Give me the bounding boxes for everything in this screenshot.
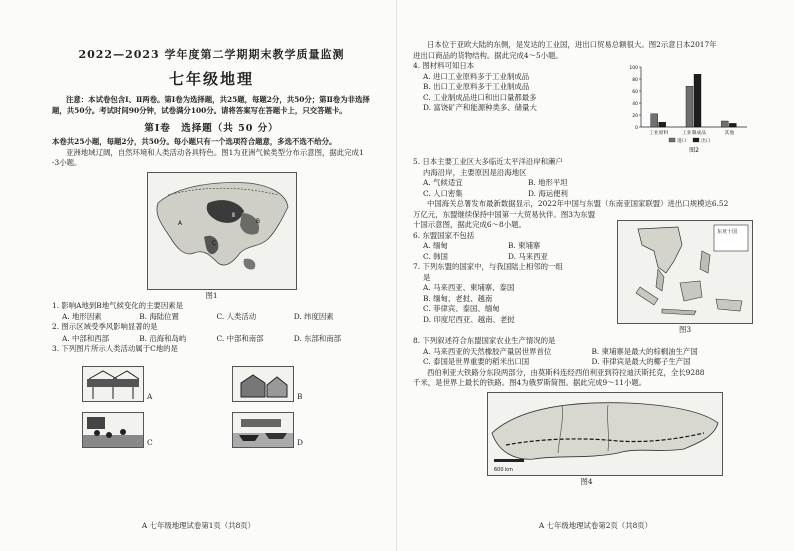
q3-label-c: C bbox=[147, 437, 153, 447]
q3-picture-d[interactable] bbox=[212, 402, 362, 448]
borneo bbox=[680, 281, 702, 301]
q8-option-a[interactable]: A. 马来西亚的天然橡胶产量居世界首位 bbox=[423, 346, 552, 356]
exam-title: 2022—2023 学年度第二学期期末教学质量监测 bbox=[78, 48, 345, 61]
q7-stem: 7. 下列东盟的国家中，与我国陆上相邻的一组 bbox=[413, 262, 563, 271]
q3-label-a: A bbox=[147, 391, 153, 401]
q5-options-row-2 bbox=[423, 189, 633, 200]
q6-option-c[interactable]: C. 韩国 bbox=[423, 251, 448, 261]
island-zone bbox=[244, 258, 256, 269]
y-tick-label: 60 bbox=[632, 90, 638, 95]
y-tick-label: 0 bbox=[635, 126, 638, 131]
page-2-footer: A 七年级地理试卷第2页（共8页） bbox=[538, 521, 653, 530]
q6-options-row-1 bbox=[423, 241, 593, 252]
q7-option-d[interactable]: D. 印度尼西亚、越南、老挝 bbox=[423, 314, 515, 324]
bar-进口-其他 bbox=[721, 121, 728, 127]
photo-village-houses bbox=[232, 366, 294, 402]
x-category-label: 工业原料 bbox=[649, 131, 669, 136]
y-tick-label: 20 bbox=[632, 114, 638, 119]
q4-option-b[interactable]: B. 出口工业原料多于工业制成品 bbox=[423, 82, 530, 91]
bar-进口-工业制成品 bbox=[686, 86, 693, 127]
q2-option-a[interactable]: A. 中部和西部 bbox=[62, 333, 109, 343]
q8-options-row-1 bbox=[423, 347, 760, 358]
q2-option-c[interactable]: C. 中部和南部 bbox=[216, 333, 264, 343]
q1-option-a[interactable]: A. 地形因素 bbox=[62, 312, 102, 321]
bar-进口-工业原料 bbox=[651, 114, 658, 127]
q3-picture-b[interactable] bbox=[212, 356, 362, 402]
q8-option-b[interactable]: B. 柬埔寨是最大的棕榈油生产国 bbox=[591, 346, 698, 356]
q8-options-row-2 bbox=[423, 357, 760, 368]
q2-options bbox=[62, 333, 371, 344]
q4-text bbox=[413, 61, 618, 114]
q4-option-d[interactable]: D. 富饶矿产和能源种类多、储量大 bbox=[423, 103, 537, 112]
figure-2-trade-chart bbox=[625, 61, 753, 157]
q7-option-b[interactable]: B. 缅甸、老挝、越南 bbox=[423, 293, 493, 303]
asia-landmass bbox=[157, 182, 288, 265]
x-category-label: 其他 bbox=[724, 131, 735, 136]
japan-intro-line-1: 日本位于亚欧大陆的东侧，是发达的工业国，进出口贸易总额很大。图2示意日本2017年 bbox=[427, 40, 717, 49]
q5-option-a[interactable]: A. 气候适宜 bbox=[423, 178, 463, 187]
q4-stem: 4. 图材料可知日本 bbox=[413, 61, 475, 70]
q6-stem: 6. 东盟国家不包括 bbox=[413, 230, 475, 240]
asean-intro-line-3: 十国示意图，据此完成6～8小题。 bbox=[413, 220, 526, 229]
bar-出口-工业制成品 bbox=[694, 74, 701, 127]
q3-picture-a[interactable] bbox=[62, 356, 212, 402]
malay-peninsula bbox=[656, 269, 664, 291]
q8-stem: 8. 下列叙述符合东盟国家农业生产情况的是 bbox=[413, 336, 556, 345]
indochina-landmass bbox=[638, 227, 682, 273]
bar-出口-其他 bbox=[729, 123, 736, 127]
intro-line-2: -3小题。 bbox=[52, 158, 82, 167]
philippines bbox=[700, 251, 710, 273]
q3-label-b: B bbox=[297, 391, 303, 401]
bar-出口-工业原料 bbox=[659, 122, 666, 127]
q7-stem-cont: 是 bbox=[423, 272, 431, 282]
asean-intro-line-2: 万亿元，东盟继续保持中国第一大贸易伙伴。图3为东盟 bbox=[413, 209, 596, 219]
q3-picture-c[interactable] bbox=[62, 402, 212, 448]
legend-label: 出口 bbox=[701, 139, 711, 144]
q1-option-d[interactable]: D. 纬度因素 bbox=[293, 312, 334, 321]
russia-intro-line-2: 千米，是世界上最长的铁路。图4为俄罗斯简图。据此完成9～11小题。 bbox=[413, 378, 647, 387]
asean-intro-line-1: 中国海关总署发布最新数据显示，2022年中国与东盟（东南亚国家联盟）进出口规模达6.52 bbox=[427, 199, 729, 208]
legend-label: 进口 bbox=[677, 139, 687, 144]
section-note: 本卷共25小题，每题2分，共50分。每小题只有一个选项符合题意，多选不选不给分。 bbox=[52, 137, 337, 146]
q7-option-a[interactable]: A. 马来西亚、柬埔寨、泰国 bbox=[423, 283, 515, 292]
scale-bar bbox=[494, 459, 524, 462]
java bbox=[662, 309, 696, 315]
figure-1-asia-climate-map bbox=[147, 172, 297, 290]
figure-4-russia-map bbox=[487, 392, 723, 476]
scale-label: 600 km bbox=[494, 466, 513, 473]
russia-landmass bbox=[492, 402, 718, 459]
q1-option-c[interactable]: C. 人类活动 bbox=[216, 312, 257, 321]
q6-option-b[interactable]: B. 柬埔寨 bbox=[508, 241, 541, 250]
q2-stem: 2. 图示区域受季风影响显著的是 bbox=[52, 322, 158, 331]
figure-4-caption: 图4 bbox=[580, 476, 593, 486]
q4-option-a[interactable]: A. 进口工业原料多于工业制成品 bbox=[423, 71, 530, 81]
legend-swatch-出口 bbox=[693, 138, 699, 142]
photo-boats bbox=[232, 412, 294, 448]
map-marker-B: B bbox=[256, 217, 261, 225]
q3-picture-grid bbox=[62, 356, 362, 448]
russia-intro-line-1: 西伯利亚大铁路分东段两部分，由莫斯科连经西伯利亚到符拉迪沃斯托克，全长9288 bbox=[427, 367, 705, 377]
q6-q7-text bbox=[413, 220, 613, 325]
q5-stem-line-2: 内海沿岸，主要原因是沿海地区 bbox=[423, 167, 527, 177]
asia-map-svg bbox=[148, 173, 296, 289]
fig3-inset-label: 东亚十国 bbox=[717, 229, 738, 235]
figure-3-caption: 图3 bbox=[678, 325, 692, 334]
page-1-footer: A 七年级地理试卷第1页（共8页） bbox=[141, 521, 256, 530]
q5-option-b[interactable]: B. 地形平坦 bbox=[528, 178, 568, 187]
sumatra bbox=[636, 287, 658, 305]
photo-herding bbox=[82, 412, 144, 448]
y-tick-label: 80 bbox=[632, 78, 638, 83]
x-category-label: 工业制成品 bbox=[682, 131, 706, 136]
q7-option-c[interactable]: C. 菲律宾、泰国、缅甸 bbox=[423, 304, 500, 313]
chart-title: 图2 bbox=[689, 147, 699, 154]
q2-option-b[interactable]: B. 沿海和岛屿 bbox=[139, 333, 187, 343]
y-tick-label: 40 bbox=[632, 102, 638, 107]
q4-q5-block bbox=[413, 61, 760, 157]
q6-option-a[interactable]: A. 缅甸 bbox=[423, 241, 448, 250]
q3-label-d: D bbox=[297, 437, 303, 447]
photo-stilt-houses bbox=[82, 366, 144, 402]
map-marker-II: Ⅱ bbox=[232, 211, 235, 219]
subject-title: 七年级地理 bbox=[168, 70, 254, 88]
q3-stem: 3. 下列图片所示人类活动属于C地的是 bbox=[52, 343, 178, 353]
y-tick-label: 100 bbox=[629, 66, 638, 71]
exam-notice: 注意：本试卷包含Ⅰ、Ⅱ两卷。第Ⅰ卷为选择题，共25题，每题2分，共50分；第Ⅱ卷为非选择题，共50分。考试时间90分钟，试卷满分100分。请将答案写在答题卡上，只交答题卡。 bbox=[52, 95, 370, 115]
japan-intro-line-2: 进出口商品的货物结构。据此完成4～5小题。 bbox=[413, 50, 563, 60]
q5-option-d[interactable]: D. 海运便利 bbox=[528, 188, 568, 198]
section-heading: 第Ⅰ卷 选择题（共 50 分） bbox=[144, 123, 279, 134]
q1-option-b[interactable]: B. 海陆位置 bbox=[139, 312, 179, 321]
q1-stem: 1. 影响A地到B地气候变化的主要因素是 bbox=[52, 300, 184, 310]
q6-q8-block bbox=[413, 220, 760, 336]
q1-options bbox=[62, 311, 371, 322]
new-guinea bbox=[716, 299, 742, 311]
figure-1-caption: 图1 bbox=[205, 290, 218, 300]
q6-option-d[interactable]: D. 马来西亚 bbox=[508, 251, 548, 261]
q5-options-row-1 bbox=[423, 178, 633, 189]
map-marker-C: C bbox=[212, 239, 217, 247]
page-2 bbox=[397, 0, 794, 551]
q6-options-row-2 bbox=[423, 252, 593, 263]
q8-option-c[interactable]: C. 泰国是世界重要的稻米出口国 bbox=[423, 357, 530, 366]
q5-stem-line-1: 5. 日本主要工业区大多临近太平洋沿岸和濑户 bbox=[413, 157, 563, 166]
figure-3-asean-map bbox=[617, 220, 753, 324]
q4-option-c[interactable]: C. 工业制成品进口和出口量都最多 bbox=[423, 92, 537, 102]
q5-option-c[interactable]: C. 人口密集 bbox=[423, 188, 463, 198]
legend-swatch-进口 bbox=[669, 138, 675, 142]
q8-option-d[interactable]: D. 菲律宾是最大的椰子生产国 bbox=[591, 357, 691, 366]
q2-option-d[interactable]: D. 东部和南部 bbox=[293, 333, 342, 343]
map-marker-A: A bbox=[178, 219, 183, 227]
intro-line-1: 亚洲地域辽阔，自然环境和人类活动各具特色。图1为亚洲气候类型分布示意图，据此完成1 bbox=[66, 147, 364, 157]
